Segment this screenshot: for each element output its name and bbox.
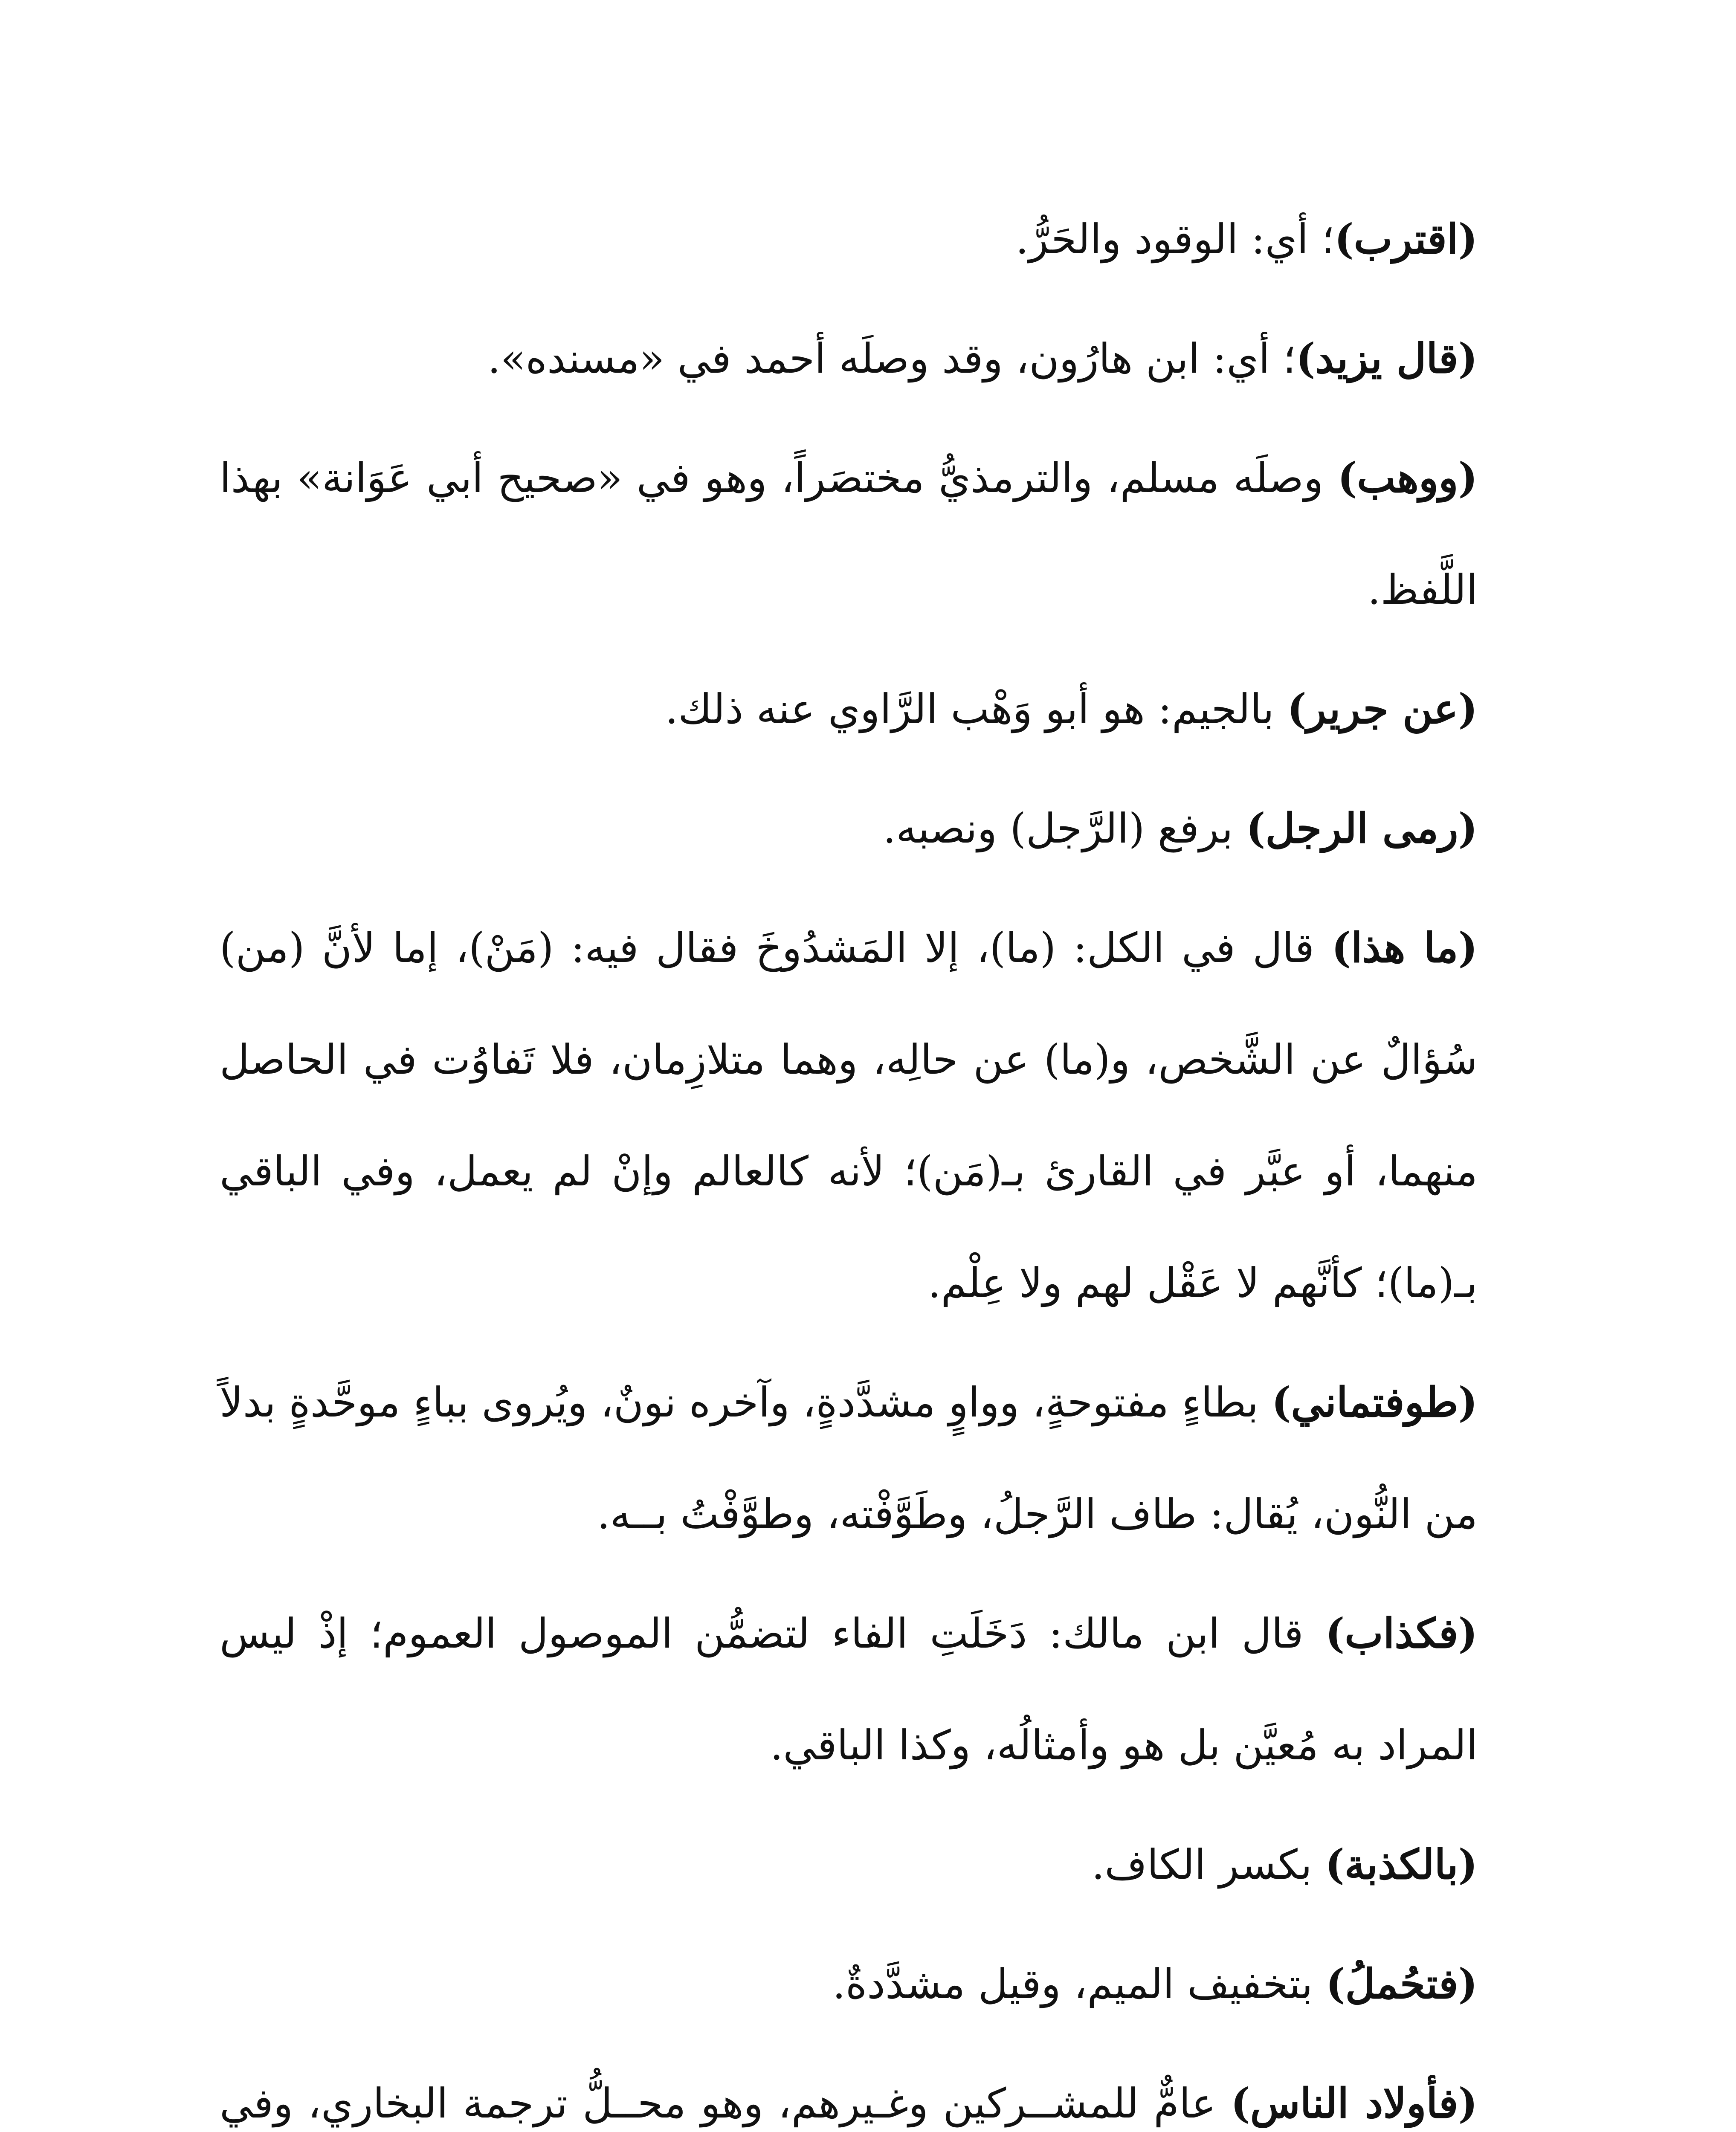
paragraph-lead: (ووهب)	[1337, 454, 1478, 502]
paragraph-body: بكسر الكاف.	[1091, 1841, 1325, 1889]
paragraph-lead: (عن جرير)	[1287, 685, 1478, 733]
paragraph-lead: (رمى الرجل)	[1246, 804, 1478, 852]
paragraph-rama-al-rajul	[220, 773, 1478, 884]
paragraph-body: برفع (الرَّجل) ونصبه.	[883, 805, 1246, 852]
main-text	[220, 183, 1478, 2132]
paragraph-fatahmil	[220, 1928, 1478, 2040]
paragraph-an-jarir	[220, 653, 1478, 765]
paragraph-fa-awlad-al-nas	[220, 2048, 1478, 2132]
paragraph-lead: (بالكذبة)	[1325, 1840, 1478, 1889]
paragraph-bil-kidhba	[220, 1809, 1478, 1921]
paragraph-body: ؛ أي: ابن هارُون، وقد وصلَه أحمد في «مسنده».	[487, 335, 1296, 382]
paragraph-lead: (فتحُملُ)	[1326, 1960, 1478, 2008]
paragraph-ma-hadha	[220, 892, 1478, 1339]
paragraph-body: بتخفيف الميم، وقيل مشدَّدةٌ.	[832, 1960, 1326, 2008]
paragraph-body: عامٌّ للمشــركين وغـيرهم، وهو محــلُّ ترجمة البخاري، وفي	[220, 2080, 1216, 2127]
paragraph-fakadhdhab	[220, 1578, 1478, 1801]
paragraph-lead: (فأولاد الناس)	[1231, 2079, 1478, 2127]
paragraph-lead: (اقترب)	[1334, 215, 1478, 263]
paragraph-body: قال ابن مالك: دَخَلَتِ الفاء لتضمُّن الموصول العموم؛ إذْ ليس المراد به مُعيَّن بل هو وأمثالُه، وكذا الباقي.	[220, 1610, 1478, 1769]
paragraph-body: بالجيم: هو أبو وَهْب الرَّاوي عنه ذلك.	[665, 685, 1287, 733]
paragraph-qala-yazid	[220, 303, 1478, 414]
paragraph-body: بطاءٍ مفتوحةٍ، وواوٍ مشدَّدةٍ، وآخره نونٌ، ويُروى بباءٍ موحَّدةٍ بدلاً من النُّون، يُقال: طاف الرَّجلُ، وطَوَّفْته، وطوَّفْتُ بــه.	[220, 1379, 1478, 1538]
paragraph-wahb	[220, 422, 1478, 646]
paragraph-tawwaftumani	[220, 1347, 1478, 1570]
paragraph-lead: (ما هذا)	[1331, 924, 1478, 972]
paragraph-lead: (قال يزيد)	[1296, 334, 1478, 382]
paragraph-lead: (طوفتماني)	[1271, 1378, 1478, 1426]
paragraph-lead: (فكذاب)	[1325, 1609, 1478, 1657]
paragraph-iqtarab	[220, 183, 1478, 295]
paragraph-body: قال في الكل: (ما)، إلا المَشدُوخَ فقال فيه: (مَنْ)، إما لأنَّ (من) سُؤالٌ عن الشَّخص، و(ما) عن حالِه، وهما متلازِمان، فلا تَفاوُت في الحاصل منهما، أو عبَّر في القارئ بـ(مَن)؛ لأنه كالعالم وإنْ لم يعمل، وفي الباقي بـ(ما)؛ كأنَّهم لا عَقْل لهم ولا عِلْم.	[220, 924, 1478, 1307]
paragraph-body: وصلَه مسلم، والترمذيُّ مختصَراً، وهو في «صحيح أبي عَوَانة» بهذا اللَّفظ.	[220, 454, 1478, 614]
paragraph-body: ؛ أي: الوقود والحَرُّ.	[1015, 215, 1335, 263]
